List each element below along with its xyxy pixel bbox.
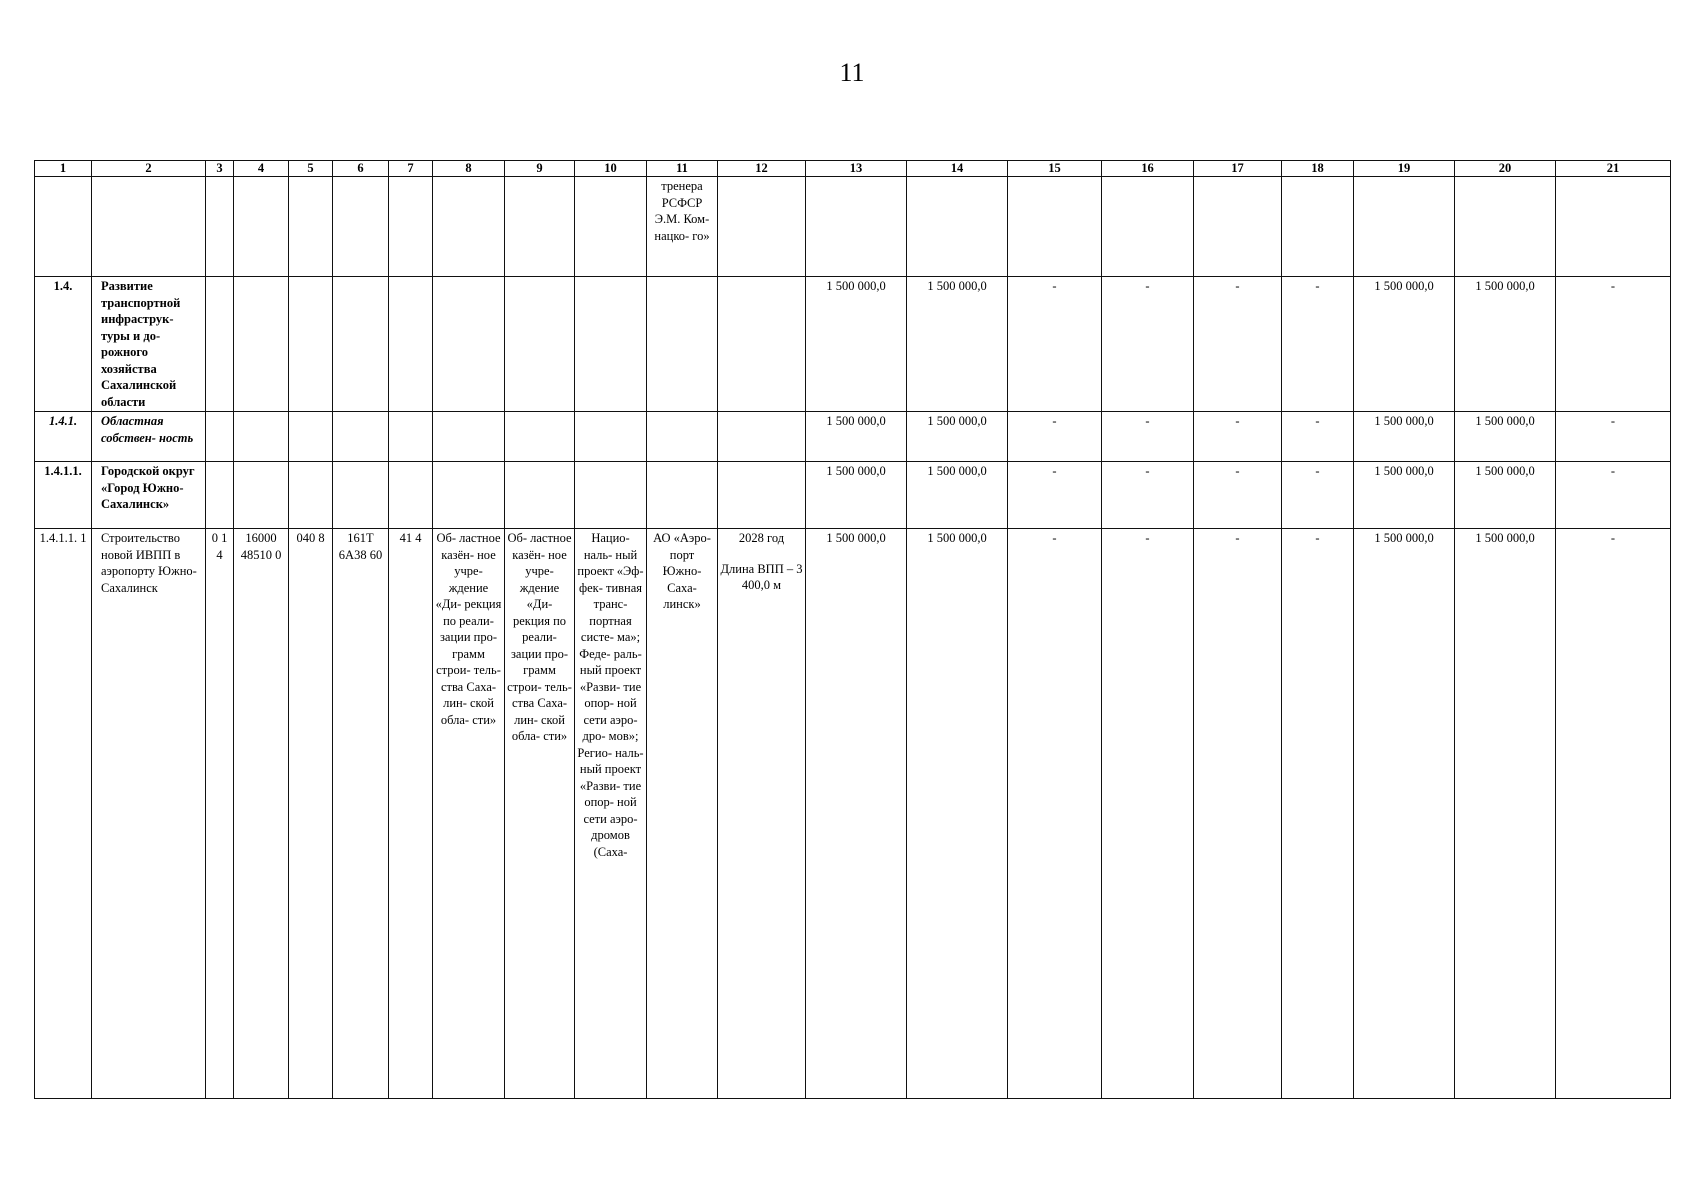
- amount-cell: 1 500 000,0: [806, 277, 907, 412]
- col-number: 18: [1282, 161, 1354, 177]
- dash-cell: -: [1194, 412, 1282, 462]
- col-number: 12: [718, 161, 806, 177]
- table-cell: [389, 277, 433, 412]
- col-number: 10: [575, 161, 647, 177]
- dash-cell: -: [1282, 462, 1354, 529]
- table-cell: [389, 462, 433, 529]
- table-cell: [1556, 177, 1671, 277]
- row-number: 1.4.1.1. 1: [35, 529, 92, 1099]
- page-number: 11: [839, 58, 865, 87]
- table-cell: [206, 177, 234, 277]
- dash-cell: -: [1102, 462, 1194, 529]
- col-number: 8: [433, 161, 505, 177]
- amount-cell: 1 500 000,0: [806, 529, 907, 1099]
- code-cell: 161Т 6А38 60: [333, 529, 389, 1099]
- table-cell: [505, 462, 575, 529]
- section-code-cell: 0 1 4: [206, 529, 234, 1099]
- table-cell: [35, 177, 92, 277]
- col-number: 15: [1008, 161, 1102, 177]
- table-cell: [234, 462, 289, 529]
- col-number: 9: [505, 161, 575, 177]
- table-cell: [289, 462, 333, 529]
- dash-cell: -: [1194, 277, 1282, 412]
- table-cell: [1008, 177, 1102, 277]
- table-cell: [718, 412, 806, 462]
- dash-cell: -: [1556, 277, 1671, 412]
- row-number: 1.4.1.1.: [35, 462, 92, 529]
- amount-cell: 1 500 000,0: [1455, 529, 1556, 1099]
- dash-cell: -: [1556, 529, 1671, 1099]
- table-cell: [718, 277, 806, 412]
- table-cell: [907, 177, 1008, 277]
- dash-cell: -: [1556, 412, 1671, 462]
- table-cell: [575, 462, 647, 529]
- deadline-cell: [718, 529, 806, 1099]
- table-cell: [206, 462, 234, 529]
- table-cell: [433, 412, 505, 462]
- code-cell: 41 4: [389, 529, 433, 1099]
- dash-cell: -: [1008, 412, 1102, 462]
- col-number: 17: [1194, 161, 1282, 177]
- col-number: 20: [1455, 161, 1556, 177]
- table-cell: [206, 277, 234, 412]
- row-number: 1.4.: [35, 277, 92, 412]
- col-number: 1: [35, 161, 92, 177]
- table-cell: [333, 412, 389, 462]
- amount-cell: 1 500 000,0: [907, 462, 1008, 529]
- dash-cell: -: [1102, 412, 1194, 462]
- coach-name-cell: тренера РСФСР Э.М. Ком- нацко- го»: [647, 177, 718, 277]
- dash-cell: -: [1282, 529, 1354, 1099]
- table-cell: [234, 412, 289, 462]
- col-number: 16: [1102, 161, 1194, 177]
- dash-cell: -: [1194, 462, 1282, 529]
- builder-cell: Об- ластное казён- ное учре- ждение «Ди- рекция по реали- зации про- грамм строи- тель- ства Саха- лин- ской обла- сти»: [505, 529, 575, 1099]
- table-cell: [289, 277, 333, 412]
- table-cell: [333, 277, 389, 412]
- amount-cell: 1 500 000,0: [806, 462, 907, 529]
- continued-row: [35, 177, 1671, 277]
- operator-cell: АО «Аэро- порт Южно- Саха- линск»: [647, 529, 718, 1099]
- col-number: 2: [92, 161, 206, 177]
- row-number: 1.4.1.: [35, 412, 92, 462]
- row-title: Строительство новой ИВПП в аэропорту Южно- Сахалинск: [92, 529, 206, 1099]
- row-title: Областная собствен- ность: [92, 412, 206, 462]
- dash-cell: -: [1102, 529, 1194, 1099]
- dash-cell: -: [1556, 462, 1671, 529]
- table-row-ownership: [35, 412, 1671, 462]
- table-cell: [1354, 177, 1455, 277]
- table-cell: [647, 462, 718, 529]
- table-cell: [234, 277, 289, 412]
- table-cell: [433, 177, 505, 277]
- amount-cell: 1 500 000,0: [907, 277, 1008, 412]
- table-cell: [1102, 177, 1194, 277]
- table-row-municipality: [35, 462, 1671, 529]
- project-cell: Нацио- наль- ный проект «Эф- фек- тивная транс- портная систе- ма»; Феде- раль- ный проект «Разви- тие опор- ной сети аэро- дро- мов»; Регио- наль- ный проект «Разви- тие опор- ной сети аэро- дромов (Саха-: [575, 529, 647, 1099]
- col-number: 6: [333, 161, 389, 177]
- table-cell: [505, 177, 575, 277]
- table-cell: [575, 177, 647, 277]
- col-number: 11: [647, 161, 718, 177]
- col-number: 19: [1354, 161, 1455, 177]
- amount-cell: 1 500 000,0: [1455, 277, 1556, 412]
- code-cell: 16000 48510 0: [234, 529, 289, 1099]
- dash-cell: -: [1008, 277, 1102, 412]
- table-cell: [333, 177, 389, 277]
- table-row-section: [35, 277, 1671, 412]
- table-cell: [234, 177, 289, 277]
- code-cell: 040 8: [289, 529, 333, 1099]
- dash-cell: -: [1008, 529, 1102, 1099]
- amount-cell: 1 500 000,0: [1354, 529, 1455, 1099]
- table-cell: [1282, 177, 1354, 277]
- amount-cell: 1 500 000,0: [1354, 412, 1455, 462]
- col-number: 3: [206, 161, 234, 177]
- table-cell: [92, 177, 206, 277]
- dash-cell: -: [1008, 462, 1102, 529]
- table-cell: [647, 277, 718, 412]
- amount-cell: 1 500 000,0: [1354, 462, 1455, 529]
- capacity-text: Длина ВПП – 3 400,0 м: [720, 561, 803, 592]
- table-cell: [389, 177, 433, 277]
- amount-cell: 1 500 000,0: [1354, 277, 1455, 412]
- dash-cell: -: [1102, 277, 1194, 412]
- table-cell: [289, 412, 333, 462]
- col-number: 7: [389, 161, 433, 177]
- col-number: 14: [907, 161, 1008, 177]
- dash-cell: -: [1282, 412, 1354, 462]
- table-cell: [505, 277, 575, 412]
- column-number-row: [35, 161, 1671, 177]
- amount-cell: 1 500 000,0: [907, 529, 1008, 1099]
- table-cell: [575, 277, 647, 412]
- amount-cell: 1 500 000,0: [1455, 412, 1556, 462]
- customer-cell: Об- ластное казён- ное учре- ждение «Ди- рекция по реали- зации про- грамм строи- тель- ства Саха- лин- ской обла- сти»: [433, 529, 505, 1099]
- table-cell: [718, 462, 806, 529]
- col-number: 13: [806, 161, 907, 177]
- budget-table: [34, 160, 1671, 1099]
- table-cell: [433, 462, 505, 529]
- row-title: Развитие транспортной инфраструк- туры и до- рожного хозяйства Сахалинской области: [92, 277, 206, 412]
- dash-cell: -: [1282, 277, 1354, 412]
- col-number: 4: [234, 161, 289, 177]
- table-cell: [333, 462, 389, 529]
- table-cell: [289, 177, 333, 277]
- deadline-year: 2028 год: [738, 531, 785, 545]
- table-cell: [1194, 177, 1282, 277]
- col-number: 21: [1556, 161, 1671, 177]
- col-number: 5: [289, 161, 333, 177]
- table-cell: [206, 412, 234, 462]
- amount-cell: 1 500 000,0: [1455, 462, 1556, 529]
- table-cell: [1455, 177, 1556, 277]
- table-cell: [505, 412, 575, 462]
- row-title: Городской округ «Город Южно- Сахалинск»: [92, 462, 206, 529]
- table-cell: [575, 412, 647, 462]
- dash-cell: -: [1194, 529, 1282, 1099]
- table-cell: [389, 412, 433, 462]
- table-cell: [718, 177, 806, 277]
- table-cell: [433, 277, 505, 412]
- amount-cell: 1 500 000,0: [907, 412, 1008, 462]
- table-cell: [647, 412, 718, 462]
- table-cell: [806, 177, 907, 277]
- amount-cell: 1 500 000,0: [806, 412, 907, 462]
- table-row-object: [35, 529, 1671, 1099]
